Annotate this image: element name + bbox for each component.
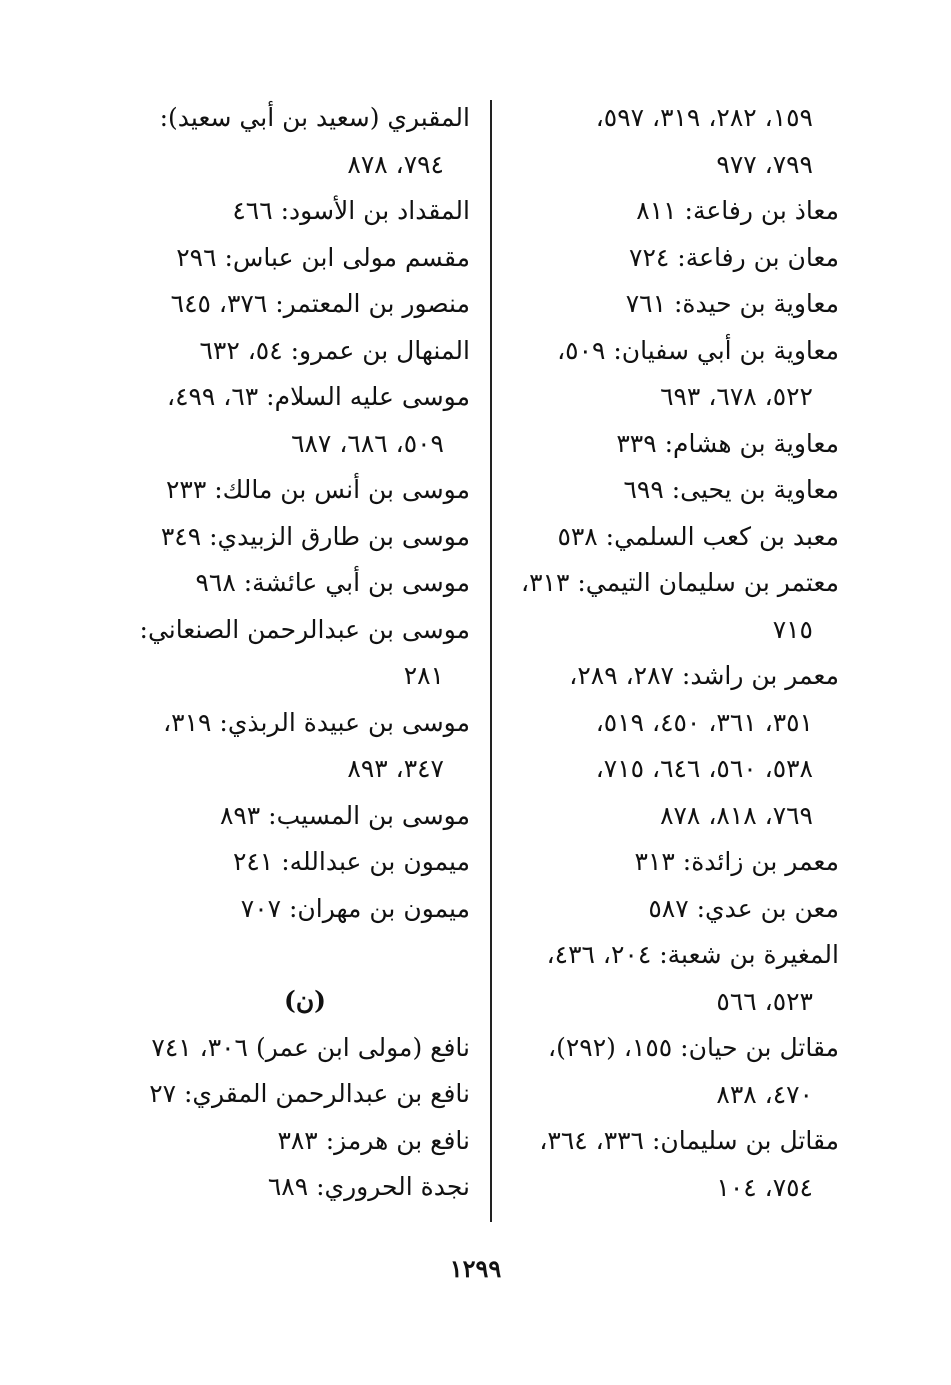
- index-entry: معمر بن راشد: ٢٨٧، ٢٨٩،: [569, 661, 839, 690]
- index-entry: مقسم مولى ابن عباس: ٢٩٦: [176, 242, 470, 272]
- index-entry: موسى بن المسيب: ٨٩٣: [219, 800, 470, 830]
- index-entry-continuation: ٥٣٨، ٥٦٠، ٦٤٦، ٧١٥،: [595, 754, 813, 783]
- index-entry: المنهال بن عمرو: ٥٤، ٦٣٢: [199, 335, 470, 365]
- index-entry: نجدة الحروري: ٦٨٩: [267, 1172, 470, 1201]
- index-entry-continuation: ٤٧٠، ٨٣٨: [716, 1079, 813, 1109]
- index-column-left: [140, 95, 470, 1211]
- index-entry: المقبري (سعيد بن أبي سعيد):: [159, 103, 470, 132]
- index-entry-continuation: ٧٩٩، ٩٧٧: [716, 149, 813, 179]
- index-entry: مقاتل بن سليمان: ٣٣٦، ٣٦٤،: [539, 1126, 839, 1155]
- index-entry-continuation: ١٥٩، ٢٨٢، ٣١٩، ٥٩٧،: [595, 103, 813, 132]
- index-entry: معاوية بن أبي سفيان: ٥٠٩،: [557, 335, 839, 365]
- index-entry-continuation: ٧١٥: [772, 614, 813, 644]
- index-entry-continuation: ٧٦٩، ٨١٨، ٨٧٨: [660, 800, 813, 830]
- index-entry-continuation: ٧٥٤، ١٠٤: [716, 1172, 813, 1202]
- index-entry: نافع بن هرمز: ٣٨٣: [277, 1125, 470, 1155]
- index-column-right: [514, 95, 839, 1211]
- index-entry: موسى بن عبدالرحمن الصنعاني:: [139, 614, 470, 644]
- section-heading: (ن): [283, 986, 327, 1015]
- index-entry: موسى بن أبي عائشة: ٩٦٨: [195, 568, 470, 597]
- index-entry: معن بن عدي: ٥٨٧: [648, 893, 839, 923]
- index-entry: معاذ بن رفاعة: ٨١١: [636, 196, 839, 225]
- index-entry: المقداد بن الأسود: ٤٦٦: [232, 196, 470, 225]
- index-entry: موسى بن عبيدة الربذي: ٣١٩،: [163, 707, 470, 737]
- index-entry-continuation: ٥٢٣، ٥٦٦: [716, 986, 813, 1016]
- index-entry-continuation: ٥٠٩، ٦٨٦، ٦٨٧: [291, 428, 444, 458]
- index-entry: ميمون بن مهران: ٧٠٧: [240, 893, 470, 923]
- index-entry: معاوية بن هشام: ٣٣٩: [616, 428, 839, 458]
- index-entry: نافع (مولى ابن عمر) ٣٠٦، ٧٤١: [151, 1032, 470, 1062]
- index-entry: معاوية بن يحيى: ٦٩٩: [623, 475, 839, 504]
- index-entry-continuation: ٣٥١، ٣٦١، ٤٥٠، ٥١٩،: [595, 707, 813, 737]
- index-entry: موسى عليه السلام: ٦٣، ٤٩٩،: [166, 382, 470, 411]
- index-entry: معبد بن كعب السلمي: ٥٣٨: [557, 521, 839, 551]
- index-entry: نافع بن عبدالرحمن المقري: ٢٧: [149, 1079, 470, 1108]
- index-entry-continuation: ٢٨١: [403, 661, 444, 690]
- index-entry-continuation: ٣٤٧، ٨٩٣: [347, 754, 444, 783]
- index-entry: معتمر بن سليمان التيمي: ٣١٣،: [521, 568, 839, 597]
- index-entry: ميمون بن عبدالله: ٢٤١: [232, 847, 470, 876]
- section-gap: [140, 932, 470, 978]
- column-divider: [490, 100, 492, 1222]
- index-entry: معان بن رفاعة: ٧٢٤: [629, 242, 839, 272]
- page-number: ١٢٩٩: [449, 1254, 502, 1283]
- index-entry-continuation: ٥٢٢، ٦٧٨، ٦٩٣: [660, 382, 813, 411]
- index-entry: معاوية بن حيدة: ٧٦١: [625, 289, 839, 318]
- index-entry-continuation: ٧٩٤، ٨٧٨: [347, 149, 444, 179]
- index-entry: موسى بن أنس بن مالك: ٢٣٣: [166, 475, 470, 504]
- index-entry: موسى بن طارق الزبيدي: ٣٤٩: [160, 521, 470, 551]
- index-entry: المغيرة بن شعبة: ٢٠٤، ٤٣٦،: [546, 940, 839, 969]
- index-entry: مقاتل بن حيان: ١٥٥، (٢٩٢)،: [548, 1033, 839, 1062]
- index-entry: منصور بن المعتمر: ٣٧٦، ٦٤٥: [170, 289, 470, 318]
- index-entry: معمر بن زائدة: ٣١٣: [634, 847, 839, 876]
